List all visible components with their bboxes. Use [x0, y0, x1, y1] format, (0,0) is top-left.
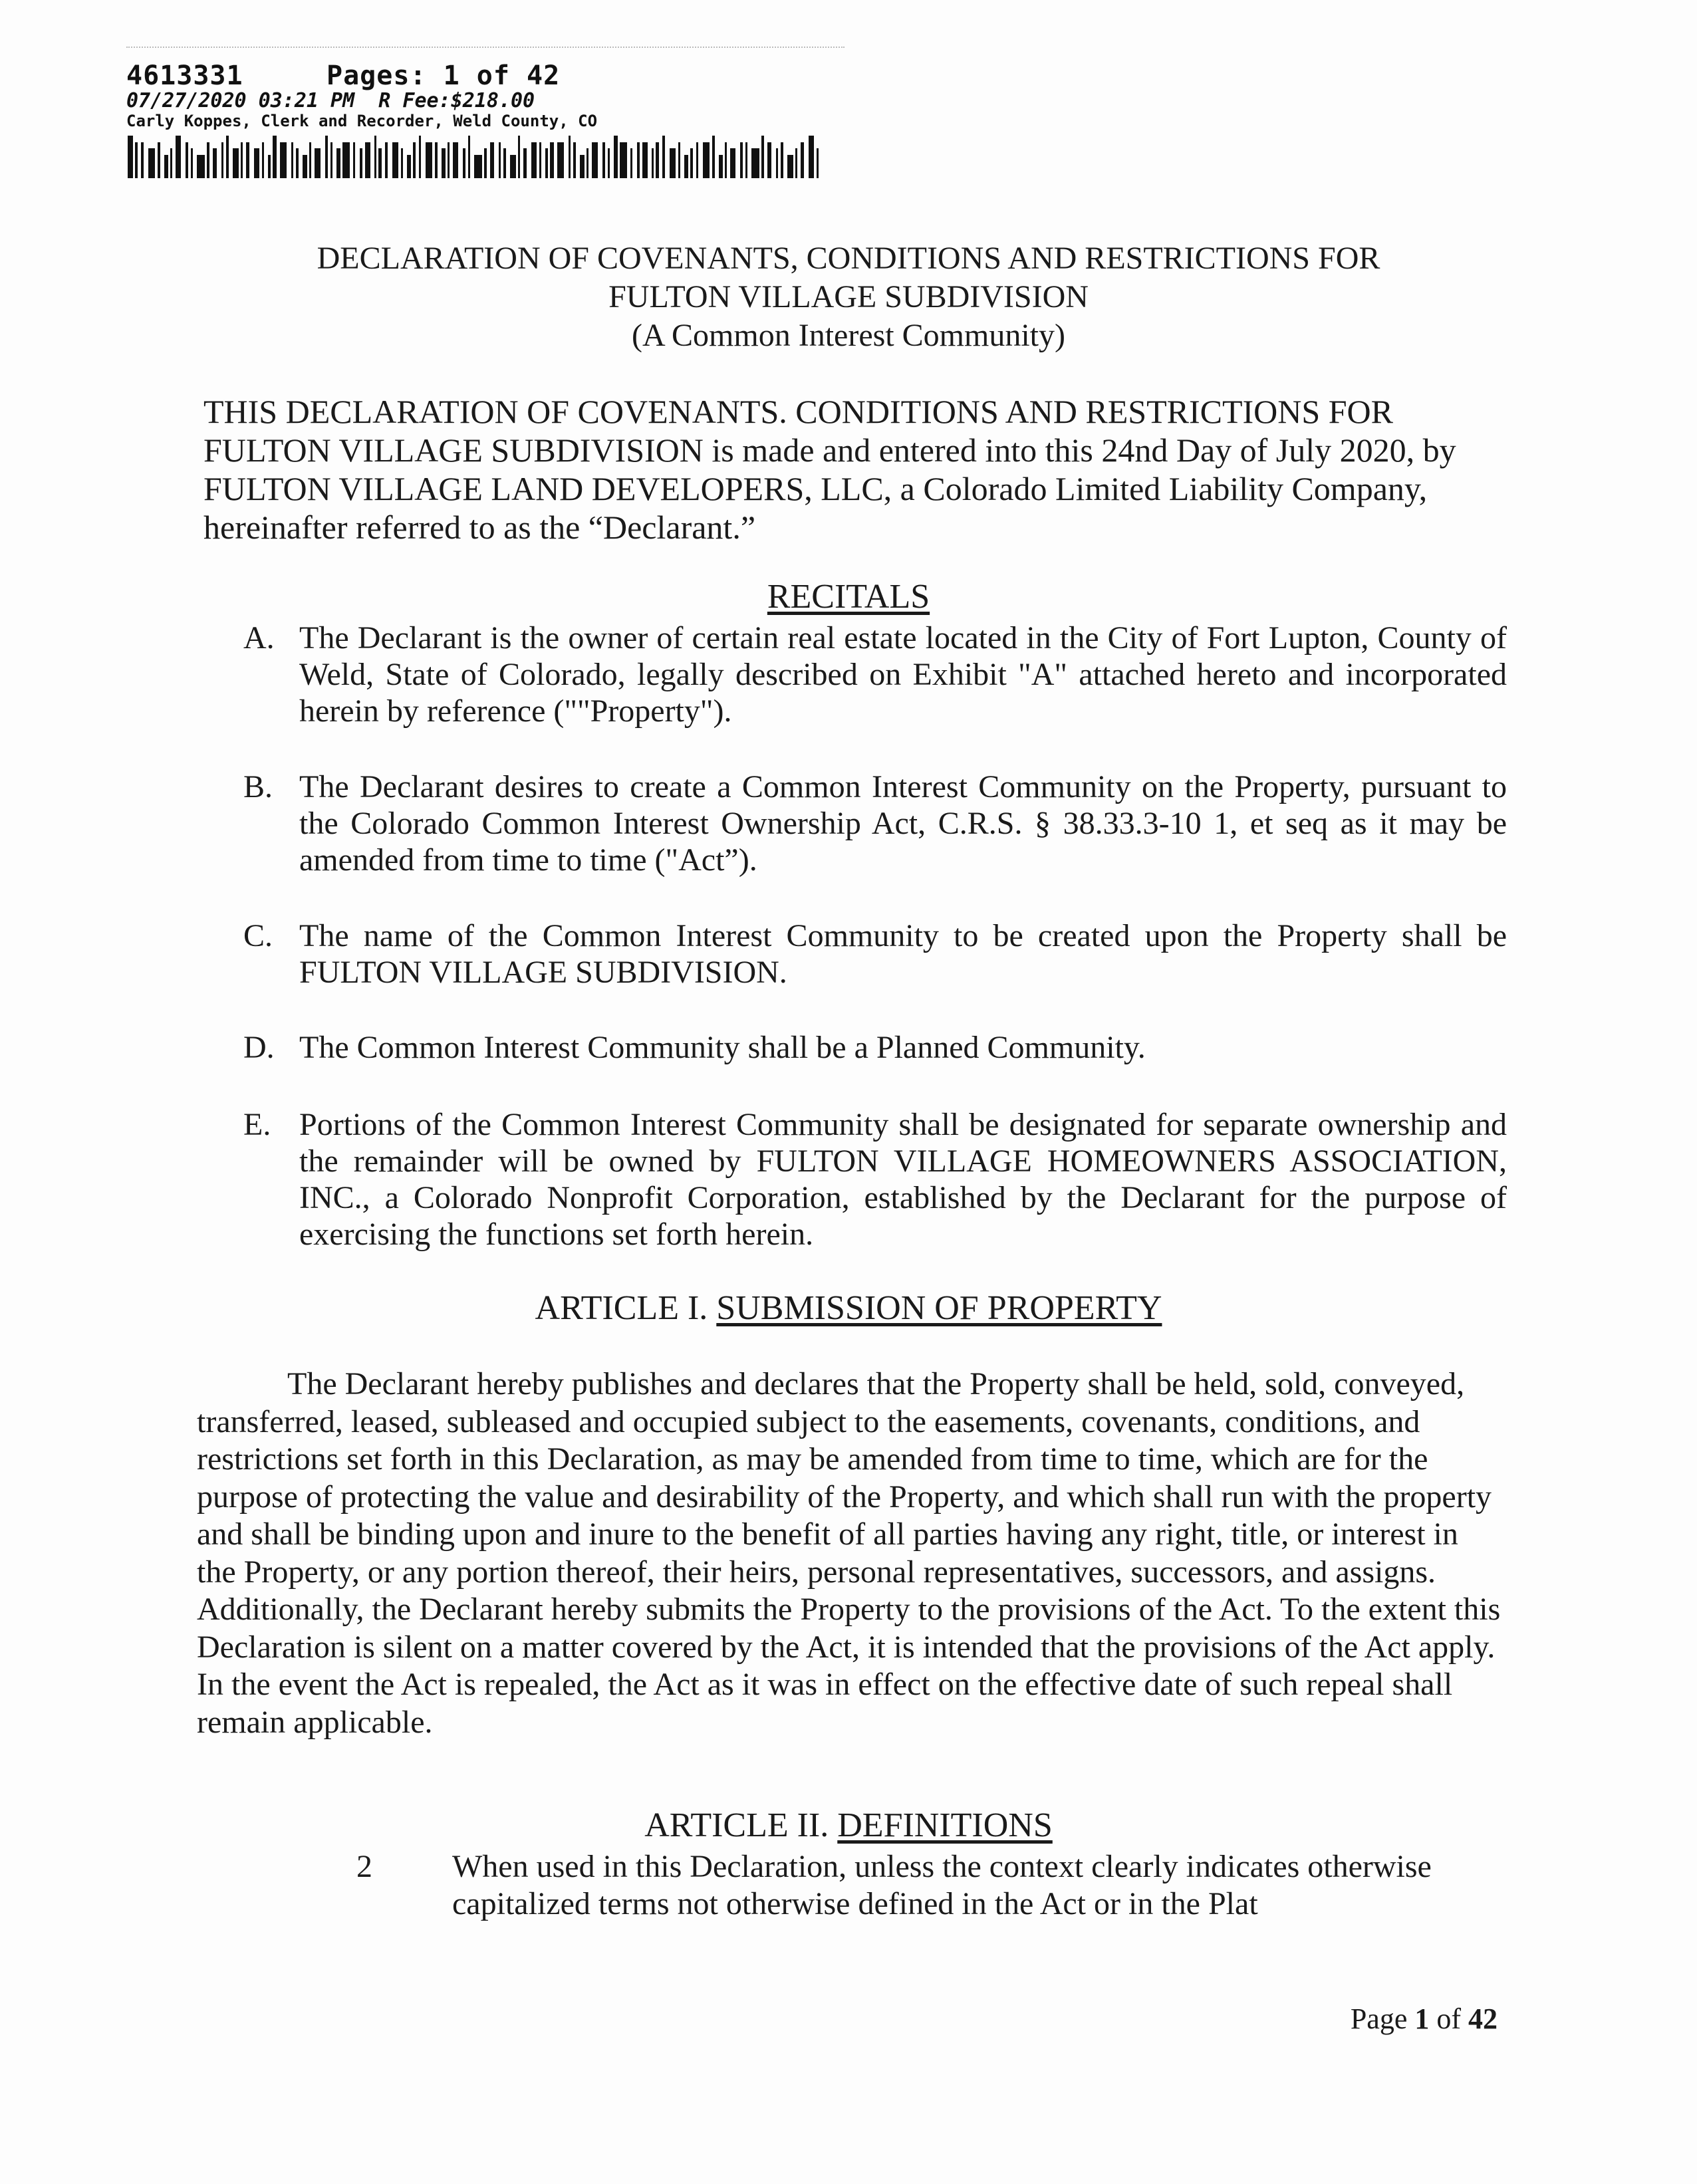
- barcode-bar: [474, 155, 482, 178]
- barcode-bar: [453, 142, 458, 178]
- barcode-bar: [614, 136, 618, 178]
- barcode: [128, 136, 838, 178]
- barcode-bar: [309, 142, 311, 178]
- barcode-bar: [767, 142, 771, 178]
- barcode-bar: [817, 148, 819, 178]
- barcode-bar: [158, 142, 160, 178]
- footer-total-pages: 42: [1468, 2002, 1498, 2035]
- stamp-recorder: Carly Koppes, Clerk and Recorder, Weld County, CO: [126, 112, 598, 130]
- barcode-bar: [246, 142, 249, 178]
- barcode-bar: [510, 155, 516, 178]
- barcode-bar: [656, 142, 659, 178]
- barcode-bar: [330, 142, 332, 178]
- barcode-bar: [592, 142, 598, 178]
- barcode-bar: [148, 148, 155, 178]
- stamp-recorded: 07/27/2020 03:21 PM R Fee:$218.00: [126, 89, 535, 112]
- barcode-bar: [703, 142, 710, 178]
- barcode-bar: [490, 142, 494, 178]
- barcode-bar: [448, 142, 450, 178]
- barcode-bar: [801, 142, 804, 178]
- barcode-bar: [795, 148, 797, 178]
- barcode-bar: [539, 142, 541, 178]
- title-line-1: DECLARATION OF COVENANTS, CONDITIONS AND RESTRICTIONS FOR: [317, 241, 1380, 276]
- barcode-bar: [531, 142, 537, 178]
- barcode-bar: [241, 142, 243, 178]
- recital-letter: D.: [243, 1030, 275, 1065]
- barcode-bar: [642, 142, 648, 178]
- recital-letter: C.: [243, 918, 273, 953]
- title-line-2: FULTON VILLAGE SUBDIVISION: [608, 279, 1089, 314]
- barcode-bar: [484, 148, 487, 178]
- title-line-3: (A Common Interest Community): [632, 318, 1065, 353]
- barcode-bar: [268, 155, 271, 178]
- barcode-bar: [413, 142, 416, 178]
- barcode-bar: [213, 148, 217, 178]
- footer-page-number: 1: [1414, 2002, 1430, 2035]
- barcode-bar: [730, 148, 735, 178]
- barcode-bar: [557, 142, 564, 178]
- article-2-body: When used in this Declaration, unless the context clearly indicates otherwise capitalized terms not otherwise defined in the Act or in the Plat: [452, 1849, 1432, 1921]
- recording-stamp: [126, 61, 597, 130]
- recital-item: [243, 769, 1507, 878]
- barcode-bar: [712, 136, 715, 178]
- recitals-heading: RECITALS: [767, 578, 930, 616]
- barcode-bar: [740, 142, 743, 178]
- barcode-bar: [353, 142, 355, 178]
- recital-text: The Declarant is the owner of certain real estate located in the City of Fort Lupton, County of Weld, State of Colorado, legally described on Exhibit "A" attached hereto and incorporated herein by reference (""Property").: [299, 620, 1507, 729]
- barcode-bar: [670, 148, 676, 178]
- barcode-bar: [419, 136, 421, 178]
- scan-artifact: [126, 47, 845, 52]
- barcode-bar: [207, 142, 209, 178]
- barcode-bar: [442, 148, 446, 178]
- article-1-body: The Declarant hereby publishes and declares that the Property shall be held, sold, conveyed, transferred, leased, subleased and occupied subject to the easements, covenants, conditions, and restrictions set forth in this Declaration, as may be amended from time to time, which are for the purpose of protecting the value and desirability of the Property, and which shall run with the property and shall be binding upon and inure to the benefit of all parties having any right, title, or interest in the Property, or any portion thereof, their heirs, personal representatives, successors, and assigns. Additionally, the Declarant hereby submits the Property to the provisions of the Act. To the extent this Declaration is silent on a matter covered by the Act, it is intended that the provisions of the Act apply. In the event the Act is repealed, the Act as it was in effect on the effective date of such repeal shall remain applicable.: [197, 1366, 1501, 1740]
- barcode-bar: [135, 142, 138, 178]
- barcode-bar: [580, 155, 585, 178]
- article-2-title: DEFINITIONS: [837, 1806, 1053, 1844]
- recital-letter: B.: [243, 769, 273, 804]
- barcode-bar: [197, 155, 205, 178]
- barcode-bar: [221, 142, 223, 178]
- barcode-bar: [569, 136, 571, 178]
- barcode-bar: [587, 148, 588, 178]
- recital-text: Portions of the Common Interest Community shall be designated for separate ownership and the remainder will be owned by FULTON VILLAGE HOMEOWNERS ASSOCIATION, INC., a Colorado Nonprofit Corporation, established by the Declarant for the purpose of exercising the functions set forth herein.: [299, 1107, 1507, 1252]
- barcode-bar: [776, 148, 778, 178]
- recital-letter: E.: [243, 1107, 271, 1142]
- barcode-bar: [233, 148, 239, 178]
- intro-paragraph: THIS DECLARATION OF COVENANTS. CONDITIONS AND RESTRICTIONS FOR FULTON VILLAGE SUBDIVISION is made and entered into this 24nd Day of July 2020, by FULTON VILLAGE LAND DEVELOPERS, LLC, a Colorado Limited Liability Company, hereinafter referred to as the “Declarant.”: [203, 393, 1456, 546]
- barcode-bar: [690, 148, 693, 178]
- barcode-bar: [325, 136, 328, 178]
- barcode-bar: [725, 142, 727, 178]
- article-2-heading: [0, 1806, 1697, 1846]
- barcode-bar: [435, 142, 438, 178]
- barcode-bar: [463, 148, 465, 178]
- pages-label: Pages: 1 of 42: [326, 61, 561, 91]
- article-2-prefix: ARTICLE II.: [644, 1806, 829, 1844]
- article-1-title: SUBMISSION OF PROPERTY: [716, 1289, 1162, 1327]
- barcode-bar: [385, 142, 388, 178]
- article-1-heading: [0, 1288, 1697, 1328]
- barcode-bar: [342, 142, 350, 178]
- article-1-prefix: ARTICLE I.: [535, 1289, 708, 1327]
- barcode-bar: [503, 148, 506, 178]
- barcode-bar: [191, 148, 193, 178]
- barcode-bar: [684, 155, 688, 178]
- barcode-bar: [374, 136, 376, 178]
- barcode-bar: [170, 148, 172, 178]
- barcode-bar: [407, 155, 411, 178]
- barcode-bar: [809, 136, 814, 178]
- barcode-bar: [360, 148, 362, 178]
- reception-number: 4613331: [126, 61, 243, 91]
- barcode-bar: [787, 155, 793, 178]
- recital-item: [243, 1029, 1507, 1066]
- recital-item: [243, 917, 1507, 991]
- barcode-bar: [719, 155, 723, 178]
- barcode-bar: [186, 142, 188, 178]
- recital-text: The Common Interest Community shall be a Planned Community.: [299, 1030, 1146, 1065]
- barcode-bar: [550, 142, 554, 178]
- barcode-bar: [280, 142, 287, 178]
- recital-letter: A.: [243, 620, 275, 656]
- barcode-bar: [637, 142, 640, 178]
- recital-item: [243, 620, 1507, 729]
- barcode-bar: [273, 136, 277, 178]
- barcode-bar: [176, 136, 181, 178]
- barcode-bar: [745, 142, 747, 178]
- barcode-bar: [254, 148, 259, 178]
- barcode-bar: [630, 148, 632, 178]
- barcode-bar: [303, 155, 307, 178]
- barcode-bar: [296, 148, 299, 178]
- barcode-bar: [291, 142, 293, 178]
- barcode-bar: [336, 148, 340, 178]
- barcode-bar: [662, 136, 665, 178]
- barcode-bar: [781, 142, 783, 178]
- barcode-bar: [315, 148, 321, 178]
- barcode-bar: [573, 142, 576, 178]
- barcode-bar: [518, 136, 520, 178]
- barcode-bar: [401, 148, 403, 178]
- barcode-bar: [761, 136, 764, 178]
- barcode-bar: [545, 148, 548, 178]
- barcode-bar: [751, 148, 759, 178]
- barcode-bar: [468, 136, 470, 178]
- barcode-bar: [696, 142, 698, 178]
- recital-item: [243, 1106, 1507, 1253]
- stamp-line-1: [126, 61, 597, 90]
- barcode-bar: [365, 142, 370, 178]
- barcode-bar: [128, 136, 133, 178]
- barcode-bar: [164, 155, 168, 178]
- barcode-bar: [523, 148, 527, 178]
- barcode-bar: [426, 142, 432, 178]
- recital-text: The name of the Common Interest Community to be created upon the Property shall be FULTON VILLAGE SUBDIVISION.: [299, 918, 1507, 990]
- recital-text: The Declarant desires to create a Common Interest Community on the Property, pursuant to the Colorado Common Interest Ownership Act, C.R.S. § 38.33.3-10 1, et seq as it may be amended from time to time ("Act”).: [299, 769, 1507, 878]
- barcode-bar: [378, 148, 382, 178]
- barcode-bar: [602, 142, 605, 178]
- barcode-bar: [652, 148, 654, 178]
- barcode-bar: [392, 142, 398, 178]
- barcode-bar: [608, 148, 610, 178]
- barcode-bar: [620, 142, 627, 178]
- barcode-bar: [678, 142, 680, 178]
- barcode-bar: [499, 142, 501, 178]
- barcode-bar: [226, 136, 229, 178]
- barcode-bar: [141, 142, 144, 178]
- section-number: 2: [356, 1849, 372, 1884]
- document-title: [0, 239, 1697, 355]
- barcode-bar: [262, 142, 264, 178]
- footer-of-word: of: [1436, 2002, 1461, 2035]
- page-footer: [1351, 2002, 1498, 2036]
- footer-page-word: Page: [1350, 2002, 1408, 2035]
